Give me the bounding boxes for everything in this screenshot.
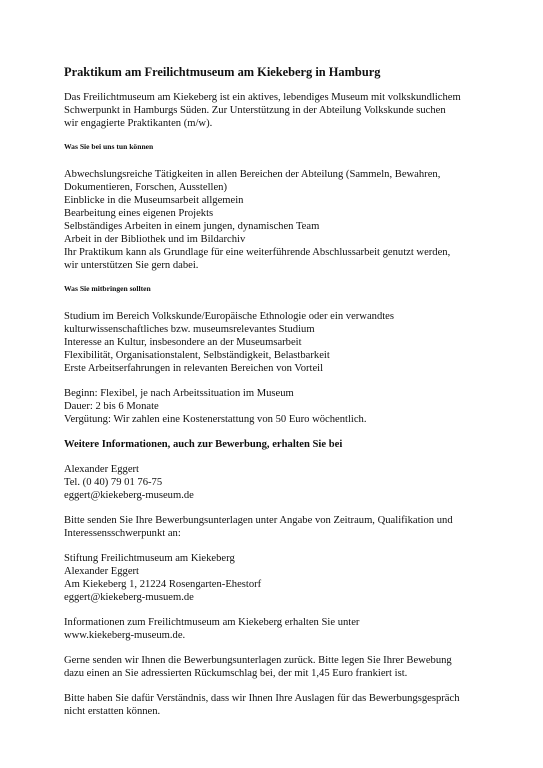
address-line: Alexander Eggert <box>64 566 140 577</box>
text-line: Informationen zum Freilichtmuseum am Kiekeberg erhalten Sie unter <box>64 617 360 628</box>
address-paragraph <box>64 552 484 604</box>
text-line: Abwechslungsreiche Tätigkeiten in allen Bereichen der Abteilung (Sammeln, Bewahren, <box>64 169 441 180</box>
text-line: Schwerpunkt in Hamburgs Süden. Zur Unterstützung in der Abteilung Volkskunde suchen <box>64 105 446 116</box>
text-line: nicht erstatten können. <box>64 706 161 717</box>
text-line: Erste Arbeitserfahrungen in relevanten Bereichen von Vorteil <box>64 363 324 374</box>
return-paragraph <box>64 654 484 680</box>
section-heading-info: Weitere Informationen, auch zur Bewerbung, erhalten Sie bei <box>64 439 343 450</box>
document-page <box>64 64 484 730</box>
address-email: eggert@kiekeberg-musuem.de <box>64 592 194 603</box>
text-line: Bitte haben Sie dafür Verständnis, dass wir Ihnen Ihre Auslagen für das Bewerbungsgespräch <box>64 693 460 704</box>
text-line: kulturwissenschaftliches bzw. museumsrelevantes Studium <box>64 324 315 335</box>
contact-phone: Tel. (0 40) 79 01 76-75 <box>64 477 163 488</box>
text-line: Vergütung: Wir zahlen eine Kostenerstattung von 50 Euro wöchentlich. <box>64 414 367 425</box>
text-line: Arbeit in der Bibliothek und im Bildarchiv <box>64 234 246 245</box>
website-url: www.kiekeberg-museum.de. <box>64 630 186 641</box>
text-line: Dauer: 2 bis 6 Monate <box>64 401 159 412</box>
text-line: Flexibilität, Organisationstalent, Selbständigkeit, Belastbarkeit <box>64 350 330 361</box>
text-line: Selbständiges Arbeiten in einem jungen, dynamischen Team <box>64 221 320 232</box>
contact-name: Alexander Eggert <box>64 464 140 475</box>
text-line: Ihr Praktikum kann als Grundlage für eine weiterführende Abschlussarbeit genutzt werden, <box>64 247 451 258</box>
text-line: wir unterstützen Sie gern dabei. <box>64 260 199 271</box>
section-heading-tasks: Was Sie bei uns tun können <box>64 142 154 151</box>
contact-paragraph <box>64 463 484 502</box>
text-line: Gerne senden wir Ihnen die Bewerbungsunterlagen zurück. Bitte legen Sie Ihrer Bewebung <box>64 655 452 666</box>
text-line: Beginn: Flexibel, je nach Arbeitssituation im Museum <box>64 388 294 399</box>
text-line: Dokumentieren, Forschen, Ausstellen) <box>64 182 227 193</box>
text-line: Einblicke in die Museumsarbeit allgemein <box>64 195 244 206</box>
address-line: Am Kiekeberg 1, 21224 Rosengarten-Ehestorf <box>64 579 262 590</box>
section-heading-requirements: Was Sie mitbringen sollten <box>64 284 151 293</box>
text-line: Studium im Bereich Volkskunde/Europäische Ethnologie oder ein verwandtes <box>64 311 395 322</box>
conditions-paragraph <box>64 387 484 426</box>
text-line: dazu einen an Sie adressierten Rückumschlag bei, der mit 1,45 Euro frankiert ist. <box>64 668 408 679</box>
text-line: Interesse an Kultur, insbesondere an der Museumsarbeit <box>64 337 302 348</box>
text-line: wir engagierte Praktikanten (m/w). <box>64 118 213 129</box>
address-line: Stiftung Freilichtmuseum am Kiekeberg <box>64 553 235 564</box>
requirements-paragraph <box>64 310 484 375</box>
intro-paragraph <box>64 91 484 130</box>
text-line: Bearbeitung eines eigenen Projekts <box>64 208 214 219</box>
text-line: Das Freilichtmuseum am Kiekeberg ist ein aktives, lebendiges Museum mit volkskundlichem <box>64 92 461 103</box>
text-line: Interessensschwerpunkt an: <box>64 528 181 539</box>
closing-paragraph <box>64 692 484 718</box>
contact-email: eggert@kiekeberg-museum.de <box>64 490 194 501</box>
info-paragraph <box>64 616 484 642</box>
page-title: Praktikum am Freilichtmuseum am Kiekeberg in Hamburg <box>64 65 381 79</box>
tasks-paragraph <box>64 168 484 272</box>
apply-paragraph <box>64 514 484 540</box>
text-line: Bitte senden Sie Ihre Bewerbungsunterlagen unter Angabe von Zeitraum, Qualifikation und <box>64 515 453 526</box>
